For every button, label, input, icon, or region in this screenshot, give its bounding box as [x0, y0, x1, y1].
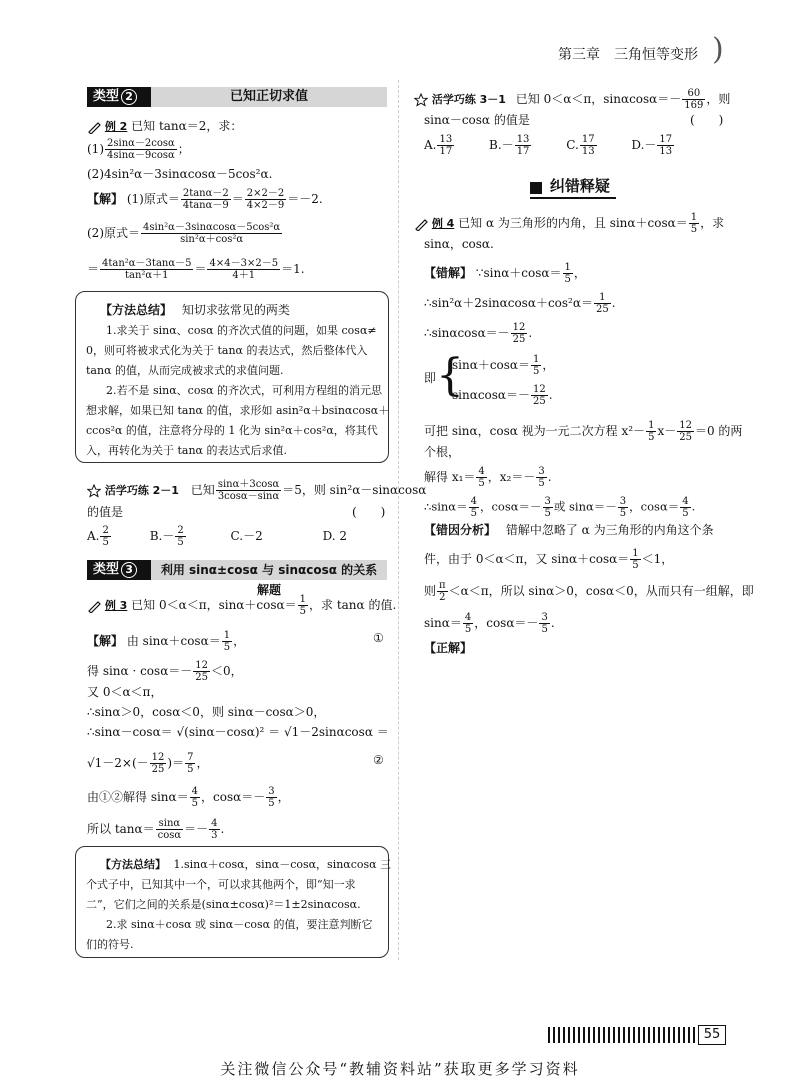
step-text: sinα＝ — [424, 616, 462, 630]
practice-3-1-options — [424, 134, 675, 157]
type-tag: 类型 — [93, 562, 120, 577]
type2-header — [87, 87, 387, 107]
fraction — [181, 188, 231, 211]
numerator: 17 — [581, 134, 595, 145]
fraction — [437, 134, 454, 157]
example-text: ，求 tanα 的值. — [309, 598, 397, 612]
step-text: . — [220, 822, 225, 836]
step-text: ， — [196, 756, 209, 770]
denominator: cosα — [157, 830, 182, 841]
example-text: 已知 0＜α＜π，sinα＋cosα＝ — [131, 598, 297, 612]
numerator: 13 — [516, 134, 530, 145]
practice-text: 的值是 — [87, 505, 124, 519]
fraction — [515, 134, 532, 157]
step-text: ，cosα＝－ — [474, 616, 539, 630]
type3-header — [87, 560, 387, 597]
step-text: ， — [277, 790, 290, 804]
example-label: 例 3 — [104, 599, 128, 612]
ex3-step2 — [87, 660, 243, 683]
practice-2-1-options — [87, 525, 347, 548]
pin-icon — [530, 182, 542, 194]
step-text: ∴sin²α＋2sinαcosα＋cos²α＝ — [424, 296, 593, 310]
ex3-step8 — [87, 818, 224, 841]
step-text: sinαcosα＝－ — [452, 388, 531, 402]
fraction — [680, 496, 690, 519]
fraction — [511, 322, 528, 345]
practice-text: 已知 — [190, 483, 215, 497]
fraction — [563, 262, 573, 285]
step-text: √1－2×(－ — [87, 756, 149, 770]
q1-prefix: (1) — [87, 142, 104, 156]
practice-2-1-line2 — [87, 504, 123, 520]
step-text: . — [550, 616, 555, 630]
denominator: 5 — [464, 624, 472, 635]
fraction — [539, 612, 549, 635]
answer-paren: ( ) — [352, 505, 386, 519]
ex4-wrong7 — [424, 496, 695, 519]
example-text: 已知 α 为三角形的内角，且 sinα＋cosα＝ — [458, 216, 688, 230]
fraction — [594, 292, 611, 315]
fraction — [618, 496, 628, 519]
step-text: ∵sinα＋cosα＝ — [475, 266, 562, 280]
numerator: 1 — [223, 630, 231, 641]
option-label: A. — [424, 138, 437, 152]
fraction — [536, 466, 546, 489]
step-text: . — [528, 326, 533, 340]
fraction — [437, 580, 448, 603]
step-text: x－ — [657, 424, 677, 438]
numerator: 1 — [533, 354, 540, 365]
page-number-box — [698, 1025, 726, 1045]
equation-mark-2: ② — [373, 753, 384, 767]
step-text: 由 sinα＋cosα＝ — [126, 634, 221, 648]
ex4-wrong6 — [424, 466, 552, 489]
denominator: 25 — [533, 396, 546, 407]
example2-sol2 — [87, 222, 283, 245]
denominator: 5 — [632, 560, 639, 571]
denominator: 13 — [581, 146, 595, 157]
denominator: 5 — [102, 537, 109, 548]
step-text: ＝0 的两 — [694, 424, 743, 438]
step-text: 可把 sinα，cosα 视为一元二次方程 x²－ — [424, 424, 646, 438]
method-title: 【方法总结】 — [100, 303, 173, 317]
numerator: 2 — [102, 525, 109, 536]
fraction — [531, 354, 541, 377]
star-icon — [87, 484, 101, 498]
step-text: 错解中忽略了 α 为三角形的内角这个条 — [505, 523, 714, 537]
sol-result: ＝－2. — [287, 192, 323, 206]
denominator: 169 — [684, 100, 704, 111]
method-title: 【方法总结】 — [100, 858, 166, 871]
fraction — [580, 134, 597, 157]
ex4-wrong2 — [424, 292, 616, 315]
type-tag: 类型 — [93, 89, 120, 104]
fraction — [105, 138, 177, 161]
denominator: 5 — [619, 508, 627, 519]
denominator: 17 — [516, 146, 530, 157]
denominator: 2 — [439, 592, 446, 603]
denominator: tan²α＋1 — [124, 270, 169, 281]
chapter-title: 第三章 三角恒等变形 — [558, 47, 698, 63]
ex4-cause3 — [424, 580, 754, 603]
numerator: 1 — [648, 420, 655, 431]
practice-3-1 — [414, 88, 730, 111]
method-line: 个式子中，已知其中一个，可以求其他两个，即“知一求 — [86, 878, 356, 891]
numerator: 1 — [690, 212, 698, 223]
step-text: . — [691, 499, 696, 514]
header-bracket: ) — [712, 32, 724, 67]
equation-mark-1: ① — [373, 631, 384, 645]
denominator: 25 — [595, 304, 609, 315]
option-d — [631, 134, 675, 157]
method-line: 1.求关于 sinα、cosα 的齐次式值的问题，如果 cosα≠ — [106, 324, 377, 337]
method-title-row — [100, 302, 290, 318]
example4-intro — [414, 212, 724, 235]
fraction — [209, 818, 219, 841]
practice-3-1-line2: sinα－cosα 的值是 — [424, 113, 530, 127]
denominator: 5 — [564, 274, 571, 285]
numerator: 60 — [682, 88, 705, 100]
example-text: 已知 tanα＝2，求： — [131, 119, 243, 133]
step-text: ＜1， — [641, 552, 674, 566]
numerator: 3 — [268, 786, 275, 797]
fraction — [207, 258, 280, 281]
fraction — [216, 479, 281, 502]
practice-label: 活学巧练 2－1 — [104, 484, 179, 497]
practice-label: 活学巧练 3－1 — [431, 93, 506, 106]
fraction — [141, 222, 282, 245]
method-line: 入，再转化为关于 tanα 的表达式后求值. — [86, 444, 287, 457]
numerator: 3 — [541, 612, 548, 623]
option-d: D. 2 — [322, 529, 348, 543]
denominator: 5 — [223, 642, 231, 653]
numerator: 4 — [470, 496, 477, 507]
method-summary-box-2 — [75, 846, 392, 958]
fraction — [689, 212, 699, 235]
method-text: 1.sinα＋cosα，sinα－cosα，sinαcosα 三 — [173, 858, 392, 871]
denominator: 25 — [512, 334, 526, 345]
denominator: 5 — [187, 764, 194, 775]
option-a — [87, 525, 112, 548]
step-text: 则 — [424, 584, 437, 598]
numerator: 4tan²α－3tanα－5 — [102, 258, 192, 269]
fraction — [266, 786, 276, 809]
denominator: 3cosα－sinα — [217, 491, 280, 502]
denominator: 5 — [478, 478, 485, 489]
chapter-header — [558, 44, 698, 64]
option-label: D.－ — [631, 138, 657, 152]
numerator: 4 — [682, 496, 689, 507]
step-text: ＝－ — [184, 822, 209, 836]
ex3-step6 — [87, 752, 208, 775]
fraction — [646, 420, 656, 443]
fraction — [100, 258, 193, 281]
step-text: ，cosα＝－ — [479, 499, 542, 514]
page-number: 55 — [703, 1027, 721, 1042]
step-text: 件，由于 0＜α＜π，又 sinα＋cosα＝ — [424, 552, 630, 566]
ex3-step4: ∴sinα＞0，cosα＜0，则 sinα－cosα＞0， — [87, 705, 326, 719]
step-text: ， — [542, 358, 555, 372]
method-line: 0，则可将被求式化为关于 tanα 的表达式，然后整体代入 — [86, 344, 368, 357]
step-text: ∴sinαcosα＝－ — [424, 326, 510, 340]
fraction — [193, 660, 210, 683]
ex4-wrong5b: 个根， — [424, 445, 461, 459]
ex3-step5: ∴sinα－cosα＝ √(sinα－cosα)² ＝ √1－2sinαcosα ＝ — [87, 725, 389, 739]
pencil-icon — [87, 599, 101, 613]
step-text: ，cosα＝－ — [201, 790, 266, 804]
numerator: 12 — [512, 322, 526, 333]
step-text: 所以 tanα＝ — [87, 822, 155, 836]
example2-sol2b: ＝ $\frac{\text{4tan²α－3tanα－5}}{\text{tan²α＋1}}$ ＝ $\frac{4\times 4-3\times 2-5}{4+1}$ ＝1. — [87, 258, 305, 281]
step-text: )＝ — [167, 756, 185, 770]
step-text: 或 sinα＝－ — [553, 499, 617, 514]
numerator: 12 — [195, 660, 209, 671]
column-divider — [398, 80, 399, 960]
ex3-step1 — [87, 630, 245, 653]
denominator: 4sinα－9cosα — [107, 150, 175, 161]
denominator: 5 — [470, 508, 477, 519]
ex4-wrong1 — [424, 262, 586, 285]
ex3-step3: 又 0＜α＜π， — [87, 685, 163, 699]
option-label: B.－ — [149, 529, 175, 543]
denominator: 5 — [177, 537, 184, 548]
system-line-2 — [452, 384, 553, 407]
fraction — [543, 496, 553, 519]
numerator: 4sin²α－3sinαcosα－5cos²α — [143, 222, 281, 233]
brace: { — [436, 350, 464, 401]
numerator: 3 — [544, 496, 551, 507]
option-c — [566, 134, 597, 157]
denominator: 5 — [299, 606, 306, 617]
example2-q1 — [87, 138, 190, 161]
denominator: 5 — [538, 478, 545, 489]
step-text: 由①②解得 sinα＝ — [87, 790, 189, 804]
numerator: sinα＋3cosα — [217, 479, 280, 490]
type3-title: 利用 sinα±cosα 与 sinαcosα 的关系解题 — [160, 563, 378, 597]
example2-sol1: 【解】 (1)原式＝ $\frac{2\tan\alpha-2}{4\tan\alpha-9}$ ＝ $\frac{2\times 2-2}{4\times 2-9}$ ＝－2. — [87, 188, 323, 211]
solution-label: 【解】 — [87, 634, 124, 648]
denominator: 25 — [679, 432, 692, 443]
method-line: tanα 的值，从而完成被求式的求值问题. — [86, 364, 284, 377]
section-underline — [530, 197, 616, 199]
star-icon — [414, 93, 428, 107]
practice-text: ＝5，则 sin²α－sinαcosα — [282, 483, 427, 497]
step-text: ＜0， — [211, 664, 243, 678]
fraction — [100, 525, 110, 548]
method-line — [100, 857, 391, 873]
system-line-1 — [452, 354, 554, 377]
denominator: 4＋1 — [232, 270, 256, 281]
option-a — [424, 134, 455, 157]
pencil-icon — [87, 120, 101, 134]
numerator: 12 — [679, 420, 692, 431]
ex4-system — [424, 350, 624, 406]
numerator: 3 — [619, 496, 627, 507]
fraction — [298, 594, 308, 617]
fraction — [190, 786, 200, 809]
method-line: 2.若不是 sinα、cosα 的齐次式，可利用方程组的消元思 — [106, 384, 383, 397]
fraction — [245, 188, 286, 211]
denominator: 3 — [211, 830, 218, 841]
numerator: sinα — [156, 818, 184, 830]
step-text: ，cosα＝ — [629, 499, 680, 514]
numerator: 17 — [659, 134, 673, 145]
denominator: 5 — [648, 432, 655, 443]
wrong-label: 【错解】 — [424, 266, 473, 280]
ex4-wrong5 — [424, 420, 742, 443]
option-b — [149, 525, 187, 548]
example3-intro — [87, 594, 396, 617]
denominator: sin²α＋cos²α — [180, 234, 244, 245]
numerator: 4 — [464, 612, 472, 623]
step-text: sinα＋cosα＝ — [452, 358, 531, 372]
numerator: 2sinα－2cosα — [107, 138, 175, 149]
numerator: 4 — [478, 466, 485, 477]
ex3-step7 — [87, 786, 290, 809]
answer-paren: ( ) — [690, 113, 724, 127]
ex4-wrong3 — [424, 322, 532, 345]
denominator: 5 — [690, 224, 698, 235]
footer-note-text: 关注微信公众号“教辅资料站”获取更多学习资料 — [220, 1060, 580, 1078]
example-text: ，求 — [700, 216, 725, 230]
step-text: . — [547, 470, 552, 484]
practice-2-1 — [87, 479, 426, 502]
denominator: 25 — [151, 764, 165, 775]
example-label: 例 2 — [104, 120, 128, 133]
numerator: 2tanα－2 — [182, 188, 229, 199]
numerator: 1 — [632, 548, 639, 559]
denominator: 13 — [659, 146, 673, 157]
fraction — [150, 752, 167, 775]
numerator: 1 — [564, 262, 571, 273]
ex4-cause1 — [424, 522, 714, 538]
example4-intro2: sinα，cosα. — [424, 237, 494, 251]
step-text: 即 — [424, 371, 437, 385]
numerator: 4 — [211, 818, 218, 829]
fraction — [657, 134, 674, 157]
numerator: 12 — [533, 384, 546, 395]
numerator: 4×4－3×2－5 — [209, 258, 279, 269]
step-text: ，x₂＝－ — [487, 470, 536, 484]
section-title: 纠错释疑 — [549, 177, 610, 195]
option-label: B.－ — [489, 138, 514, 152]
numerator: π — [439, 580, 446, 591]
step-text: . — [548, 388, 553, 402]
option-b — [489, 134, 532, 157]
footer-hatch — [548, 1027, 698, 1043]
option-label: C. — [566, 138, 579, 152]
fraction — [175, 525, 185, 548]
denominator: 5 — [682, 508, 689, 519]
type-number: 3 — [121, 562, 137, 578]
denominator: 5 — [268, 798, 275, 809]
numerator: 13 — [439, 134, 453, 145]
denominator: 4tanα－9 — [182, 200, 229, 211]
numerator: 12 — [151, 752, 165, 763]
step-text: ＜α＜π，所以 sinα＞0，cosα＜0，从而只有一组解，即 — [448, 584, 754, 598]
sol-result: ＝1. — [281, 262, 305, 276]
sol-prefix: (2)原式＝ — [87, 226, 140, 240]
type2-title: 已知正切求值 — [229, 89, 308, 104]
fraction — [630, 548, 640, 571]
step-text: ∴sinα＝ — [424, 499, 468, 514]
correct-solution-label: 【正解】 — [424, 641, 473, 655]
step-text: 得 sinα · cosα＝－ — [87, 664, 193, 678]
fraction — [469, 496, 479, 519]
fraction — [463, 612, 473, 635]
denominator: 5 — [533, 366, 540, 377]
cause-label: 【错因分析】 — [424, 523, 497, 537]
numerator: 1 — [594, 292, 611, 304]
numerator: 4 — [191, 786, 199, 797]
solution-label: 【解】 — [87, 192, 124, 206]
step-text: 解得 x₁＝ — [424, 470, 476, 484]
method-line: 二”，它们之间的关系是(sinα±cosα)²＝1±2sinαcosα. — [86, 898, 361, 911]
example2-intro — [87, 118, 242, 135]
sol-prefix: (1)原式＝ — [126, 192, 180, 206]
numerator: 3 — [538, 466, 545, 477]
ex4-cause4 — [424, 612, 555, 635]
denominator: 17 — [439, 146, 453, 157]
option-label: A. — [87, 529, 100, 543]
fraction — [531, 384, 548, 407]
fraction — [222, 630, 232, 653]
practice-text: 已知 0＜α＜π，sinαcosα＝－ — [515, 92, 682, 106]
method-line: ccos²α 的值，注意将分母的 1 化为 sin²α＋cos²α，将其代 — [86, 424, 378, 437]
example2-q2: (2)4sin²α－3sinαcosα－5cos²α. — [87, 167, 273, 181]
method-line: 2.求 sinα＋cosα 或 sinα－cosα 的值，要注意判断它 — [106, 918, 373, 931]
fraction — [682, 88, 705, 111]
option-c: C.－2 — [230, 529, 263, 543]
denominator: 5 — [541, 624, 548, 635]
denominator: 25 — [195, 672, 209, 683]
step-text: ， — [573, 266, 586, 280]
practice-text: ，则 — [706, 92, 731, 106]
ex4-cause2 — [424, 548, 673, 571]
example-label: 例 4 — [431, 217, 455, 230]
method-line: 们的符号. — [86, 938, 134, 951]
denominator: 5 — [544, 508, 551, 519]
denominator: 4×2－9 — [246, 200, 285, 211]
method-line: 想求解，如果已知 tanα 的值，求形如 asin²α＋bsinαcosα＋ — [86, 404, 390, 417]
footer-note — [0, 1058, 800, 1079]
numerator: 1 — [299, 594, 306, 605]
fraction — [156, 818, 184, 841]
fraction — [677, 420, 694, 443]
type-number: 2 — [121, 89, 137, 105]
step-text: ， — [233, 634, 246, 648]
step-text: . — [611, 296, 616, 310]
fraction — [185, 752, 195, 775]
numerator: 2×2－2 — [246, 188, 285, 199]
numerator: 7 — [187, 752, 194, 763]
fraction — [476, 466, 486, 489]
denominator: 5 — [191, 798, 199, 809]
pencil-icon — [414, 217, 428, 231]
section-heading — [530, 175, 610, 197]
numerator: 2 — [177, 525, 184, 536]
q1-suffix: ； — [177, 142, 190, 156]
method-subtitle: 知切求弦常见的两类 — [181, 303, 290, 317]
method-summary-box — [75, 291, 389, 463]
